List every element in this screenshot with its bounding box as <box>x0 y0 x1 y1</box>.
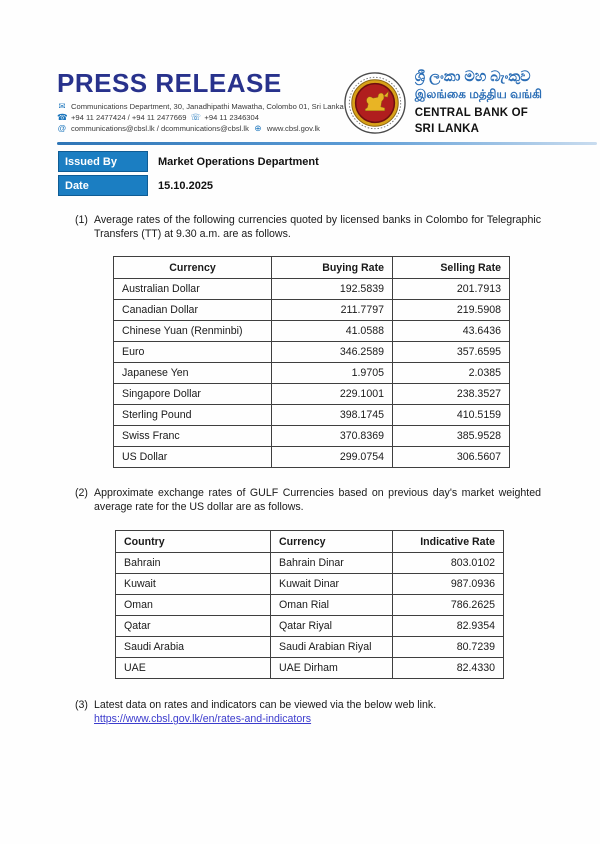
table-cell: 82.9354 <box>393 616 504 637</box>
envelope-icon: ✉ <box>58 101 66 111</box>
table-cell: Oman Rial <box>271 595 393 616</box>
paragraph-2-text: Approximate exchange rates of GULF Currencies based on previous day's market weighted average rate for the US dollar are as follows. <box>94 487 541 513</box>
table-row <box>114 447 510 468</box>
table-cell: 370.8369 <box>272 426 393 447</box>
table-cell: 1.9705 <box>272 363 393 384</box>
table-cell: 385.9528 <box>393 426 510 447</box>
table-cell: Japanese Yen <box>114 363 272 384</box>
tt-rates-table <box>113 256 510 468</box>
table-cell: 201.7913 <box>393 279 510 300</box>
item-number: (3) <box>75 699 88 711</box>
column-header: Indicative Rate <box>393 531 504 553</box>
table-cell: 80.7239 <box>393 637 504 658</box>
table-row <box>116 553 504 574</box>
issued-by-value: Market Operations Department <box>158 155 319 168</box>
table-row <box>114 384 510 405</box>
table-row <box>116 658 504 679</box>
table-cell: Saudi Arabian Riyal <box>271 637 393 658</box>
header-left <box>57 68 344 137</box>
gulf-rates-table <box>115 530 504 679</box>
table-cell: Euro <box>114 342 272 363</box>
header-divider-line <box>57 142 597 145</box>
table-cell: Qatar Riyal <box>271 616 393 637</box>
rates-indicators-link[interactable]: https://www.cbsl.gov.lk/en/rates-and-indicators <box>94 713 312 725</box>
date-value: 15.10.2025 <box>158 179 214 192</box>
column-header: Selling Rate <box>393 257 510 279</box>
table-row <box>114 405 510 426</box>
paragraph-1-text: Average rates of the following currencies quoted by licensed banks in Colombo for Telegraphic Transfers (TT) at 9.30 a.m. are as follows. <box>94 214 541 240</box>
issued-by-row <box>58 151 319 172</box>
bank-name-english: CENTRAL BANK OF SRI LANKA <box>414 107 528 135</box>
column-header: Buying Rate <box>272 257 393 279</box>
table-cell: Oman <box>116 595 271 616</box>
table-row <box>116 637 504 658</box>
table-header-row <box>114 257 510 279</box>
table-cell: 43.6436 <box>393 321 510 342</box>
table-cell: 41.0588 <box>272 321 393 342</box>
table-cell: 398.1745 <box>272 405 393 426</box>
paragraph-3-text: Latest data on rates and indicators can be viewed via the below web link. <box>94 699 437 711</box>
table-row <box>114 279 510 300</box>
table-cell: US Dollar <box>114 447 272 468</box>
table-cell: Qatar <box>116 616 271 637</box>
table-cell: Sterling Pound <box>114 405 272 426</box>
table-cell: Singapore Dollar <box>114 384 272 405</box>
table-cell: 357.6595 <box>393 342 510 363</box>
phone-icon: ☎ <box>57 112 68 122</box>
globe-icon: ⊕ <box>254 123 262 133</box>
phone-numbers: +94 11 2477424 / +94 11 2477669 <box>71 113 187 122</box>
table-cell: 987.0936 <box>393 574 504 595</box>
table-row <box>116 574 504 595</box>
table-row <box>114 426 510 447</box>
table-cell: 346.2589 <box>272 342 393 363</box>
email-icon: @ <box>57 123 67 133</box>
website-text: www.cbsl.gov.lk <box>266 124 320 133</box>
table-cell: Bahrain <box>116 553 271 574</box>
table-cell: UAE <box>116 658 271 679</box>
contact-phone-line <box>57 112 344 123</box>
table-cell: UAE Dirham <box>271 658 393 679</box>
table-row <box>116 616 504 637</box>
central-bank-logo <box>344 72 406 134</box>
table-row <box>116 595 504 616</box>
paragraph-2 <box>75 486 541 514</box>
column-header: Currency <box>271 531 393 553</box>
fax-icon: ☏ <box>190 112 202 122</box>
contact-email-line <box>57 123 344 134</box>
issued-by-label: Issued By <box>58 151 148 172</box>
contact-address-line <box>57 101 344 112</box>
table-cell: 786.2625 <box>393 595 504 616</box>
table-cell: 211.7797 <box>272 300 393 321</box>
bank-name-block <box>415 68 545 137</box>
table-cell: 803.0102 <box>393 553 504 574</box>
table-cell: Swiss Franc <box>114 426 272 447</box>
table-cell: Saudi Arabia <box>116 637 271 658</box>
document-meta <box>58 151 319 199</box>
address-text: Communications Department, 30, Janadhipathi Mawatha, Colombo 01, Sri Lanka <box>71 102 344 111</box>
table-cell: 306.5607 <box>393 447 510 468</box>
document-header <box>57 68 545 137</box>
date-label: Date <box>58 175 148 196</box>
table-row <box>114 300 510 321</box>
table-cell: 2.0385 <box>393 363 510 384</box>
column-header: Country <box>116 531 271 553</box>
table-row <box>114 321 510 342</box>
item-number: (2) <box>75 487 88 499</box>
table-cell: Bahrain Dinar <box>271 553 393 574</box>
table-cell: 219.5908 <box>393 300 510 321</box>
table-row <box>114 342 510 363</box>
paragraph-1 <box>75 213 541 241</box>
table-cell: 229.1001 <box>272 384 393 405</box>
fax-number: +94 11 2346304 <box>204 113 259 122</box>
paragraph-3 <box>75 698 541 712</box>
table-cell: Kuwait Dinar <box>271 574 393 595</box>
table-cell: 192.5839 <box>272 279 393 300</box>
date-row <box>58 175 319 196</box>
table-cell: Canadian Dollar <box>114 300 272 321</box>
table-row <box>114 363 510 384</box>
header-right <box>344 68 545 137</box>
table-cell: 410.5159 <box>393 405 510 426</box>
table-cell: 82.4330 <box>393 658 504 679</box>
table-cell: Australian Dollar <box>114 279 272 300</box>
table-cell: Chinese Yuan (Renminbi) <box>114 321 272 342</box>
table-cell: 299.0754 <box>272 447 393 468</box>
table-cell: Kuwait <box>116 574 271 595</box>
table-header-row <box>116 531 504 553</box>
table-cell: 238.3527 <box>393 384 510 405</box>
bank-name-tamil: இலங்கை மத்திய வங்கி <box>414 87 542 101</box>
email-addresses: communications@cbsl.lk / dcommunications@cbsl.lk <box>71 124 249 133</box>
item-number: (1) <box>75 214 88 226</box>
bank-name-sinhala: ශ්‍රී ලංකා මහ බැංකුව <box>414 69 531 85</box>
column-header: Currency <box>114 257 272 279</box>
page-title: PRESS RELEASE <box>57 68 282 98</box>
document-body <box>75 213 541 725</box>
